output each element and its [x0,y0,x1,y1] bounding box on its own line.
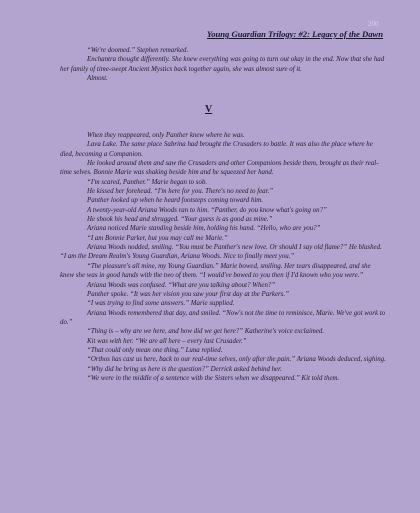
paragraph: “We're doomed.” Stephen remarked. [87,47,189,54]
text-block-before-break [60,46,386,83]
paragraph: Panther looked up when he heard footsteps coming toward him. [87,197,263,205]
paragraph: “I was trying to find some answers.” Marie supplied. [87,300,235,308]
paragraph: Ariana Woods remembered that day, and smiled. “Now's not the time to reminisce, Marie. We've got work to do.” [60,309,386,326]
paragraph: Almost. [87,75,108,83]
paragraph: Panther spoke. “It was her vision you saw your first day at the Parkers.” [87,290,289,298]
paragraph: When they reappeared, only Panther knew where he was. [87,132,245,139]
paragraph: Lava Lake. The same place Sabrina had brought the Crusaders to battle. It was also the place where he died, becoming a Companion. [60,141,373,158]
paragraph: “The pleasure's all mine, my Young Guardian.” Marie bowed, smiling. Her tears disappeared, and she knew she was in good hands with the two of them. “I would've bowed to you then if I'd known who you were.” [60,262,371,280]
paragraph: He kissed her forehead. “I'm here for you. There's no need to fear.” [87,188,274,196]
paragraph: “We were in the middle of a sentence with the Sisters when we disappeared.” Kit told them. [87,374,340,382]
paragraph: “Orthos has cast us here, back to our real-time selves, only after the pain.” Ariana Woods deduced, sighing. [87,356,386,364]
paragraph: “I'm scared, Panther.” Marie began to sob. [87,178,208,186]
page-number: 200 [368,20,379,28]
paragraph: “That could only mean one thing.” Luna replied. [87,346,223,354]
paragraph: “Thing is – why are we here, and how did we get here?” Katherine's voice exclaimed. [87,328,325,336]
paragraph: A twenty-year-old Ariana Woods ran to him. “Panther, do you know what's going on?” [87,206,327,214]
paragraph: He shook his head and shrugged. “Your guess is as good as mine.” [87,216,273,224]
paragraph: “I am Bonnie Parker, but you may call me Marie.” [87,234,228,242]
paragraph: “Why did he bring us here is the question?” Derrick asked behind her. [87,365,282,373]
text-block-after-break [60,131,386,383]
paragraph: Ariana Woods was confused. “What are you talking about? When?” [87,281,276,289]
paragraph: Ariana Woods nodded, smiling. “You must be Panther's new love. Or should I say old flame?” He blushed. “I am the Dream Realm's Young Guardian, Ariana Woods. Nice to finally meet you.” [60,244,382,261]
paragraph: He looked around them and saw the Crusaders and other Companions beside them, brought as their real-time selves. Bonnie Marie was shaking beside him and he squeezed her hand. [60,160,379,177]
paragraph: Kit was with her. “We are all here – every last Crusader.” [87,337,247,345]
chapter-mark: V [205,104,213,115]
running-header: Young Guardian Trilogy: #2: Legacy of the Dawn [206,29,383,39]
paragraph: Ariana noticed Marie standing beside him, holding his hand. “Hello, who are you?” [87,225,321,233]
paragraph: Enchantra thought differently. She knew everything was going to turn out okay in the end. Now that she had her family of time-swept Ancient Mystics back together again, she was almost sure of it. [60,56,385,73]
